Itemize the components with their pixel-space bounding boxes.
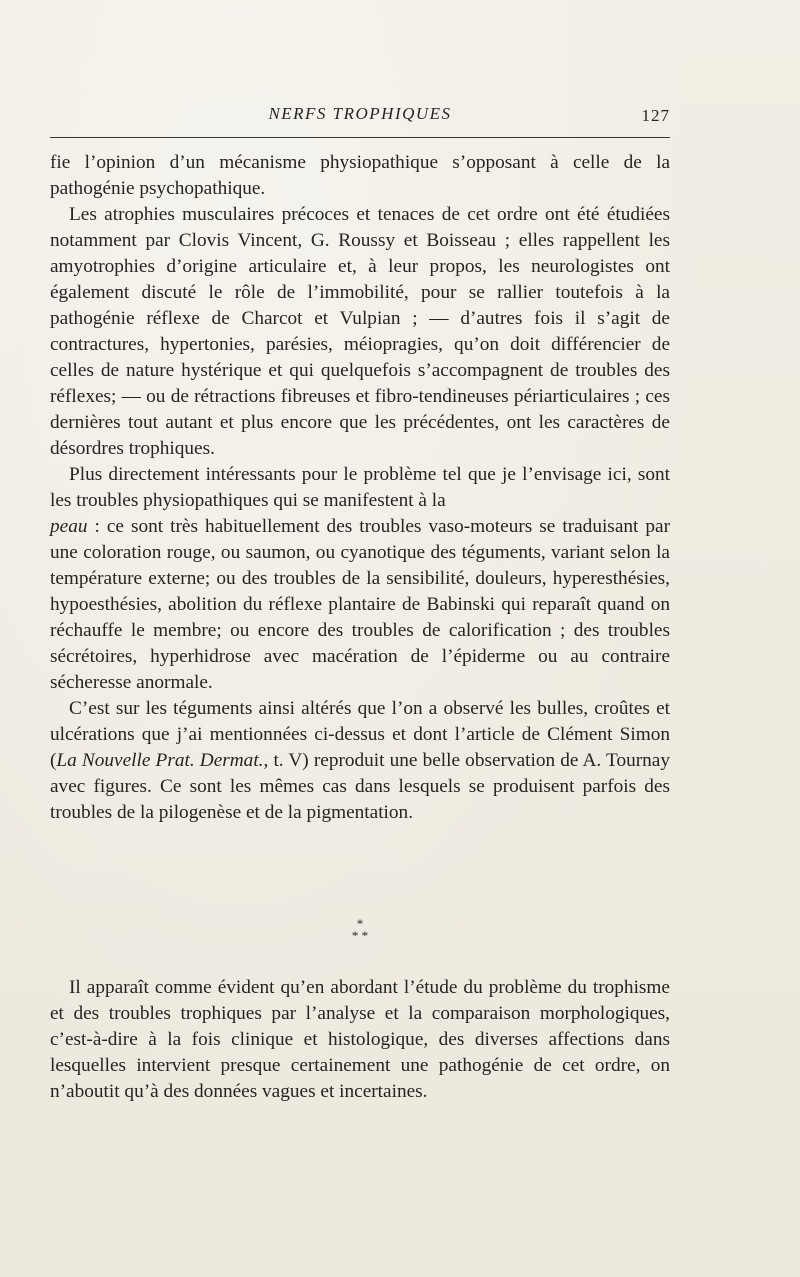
asterism-top: * — [356, 916, 364, 931]
asterism — [50, 918, 670, 952]
paragraph-text: Plus directement intéressants pour le problème tel que je l’envisage ici, sont les troubles physiopathiques qui se manifestent à la — [50, 464, 670, 511]
page-number: 127 — [641, 106, 670, 125]
closing-text — [50, 975, 670, 1105]
paragraph-text: : ce sont très habituellement des troubles vaso-moteurs se traduisant par une coloration rouge, ou saumon, ou cyanotique des téguments, variant selon la température externe; ou des troubles de la sensibilité, douleurs, hyperesthésies, hypoesthésies, abolition du réflexe plantaire de Babinski qui reparaît quand on réchauffe le membre; ou encore des troubles de calorification ; des troubles sécrétoires, hyperhidrose avec macération de l’épiderme ou au contraire sécheresse anormale. — [50, 516, 670, 693]
asterism-bottom: * * — [351, 928, 369, 943]
paragraph-atrophies: Les atrophies musculaires précoces et tenaces de cet ordre ont été étudiées notamment par Clovis Vincent, G. Roussy et Boisseau ; elles rappellent les amyotrophies d’origine articulaire et, à leur propos, les neurologistes ont également discuté le rôle de l’immobilité, pour se rallier toutefois à la pathogénie réflexe de Charcot et Vulpian ; — d’autres fois il s’agit de contractures, hypertonies, parésies, méiopragies, qu’on doit différencier de celles de nature hystérique et qui quelquefois s’accompagnent de troubles des réflexes; — ou de rétractions fibreuses et fibro-tendineuses périarticulaires ; ces dernières tout autant et plus encore que les précédentes, ont les caractères de désordres trophiques. — [50, 204, 670, 459]
header-rule — [50, 137, 670, 138]
paragraph-text: C’est sur les téguments ainsi altérés que l’on a observé les bulles, croûtes et ulcérations que j’ai mentionnées ci-dessus et dont l’article de Clément Simon ( — [50, 698, 670, 771]
paragraph-teguments — [50, 696, 670, 826]
paragraph-continuation: fie l’opinion d’un mécanisme physiopathique s’opposant à celle de la pathogénie psychopathique. — [50, 152, 670, 199]
main-text — [50, 150, 670, 826]
italic-term: peau — [50, 516, 88, 537]
page-header — [50, 100, 670, 140]
paragraph-text: , t. V) reproduit une belle observation de A. Tournay avec figures. Ce sont les mêmes cas dans lesquels se produisent parfois des troubles de la pilogenèse et de la pigmentation. — [50, 750, 670, 823]
running-title: NERFS TROPHIQUES — [268, 104, 452, 123]
paragraph-troubles-physiopathiques — [50, 462, 670, 696]
italic-citation: La Nouvelle Prat. Dermat. — [56, 750, 264, 771]
paragraph-conclusion: Il apparaît comme évident qu’en abordant l’étude du problème du trophisme et des troubles trophiques par l’analyse et la comparaison morphologiques, c’est-à-dire à la fois clinique et histologique, des diverses affections dans lesquelles intervient presque certainement une pathogénie de cet ordre, on n’aboutit qu’à des données vagues et incertaines. — [50, 977, 670, 1102]
